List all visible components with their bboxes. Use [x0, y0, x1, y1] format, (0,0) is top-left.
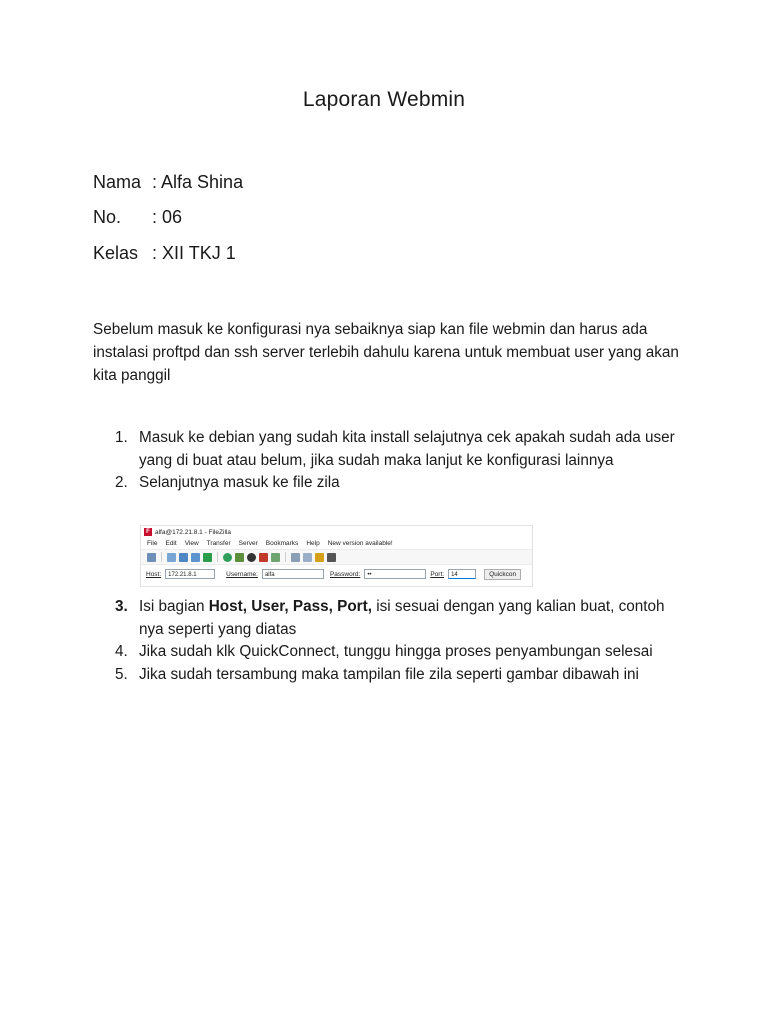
password-input[interactable]: ••: [364, 569, 426, 579]
host-label: Host:: [146, 570, 162, 578]
port-input[interactable]: 14: [448, 569, 476, 579]
document-title: Laporan Webmin: [302, 88, 466, 111]
host-input[interactable]: 172.21.8.1: [165, 569, 215, 579]
toolbar-divider: [285, 552, 286, 562]
compare-icon[interactable]: [303, 553, 312, 562]
toolbar-divider: [161, 552, 162, 562]
step-text-pre: Isi bagian: [139, 598, 209, 615]
intro-paragraph: Sebelum masuk ke konfigurasi nya sebaiknya siap kan file webmin dan harus ada instalasi proftpd dan ssh server terlebih dahulu karena untuk membuat user yang akan kita panggil: [93, 321, 679, 384]
fz-window-title: alfa@172.21.8.1 - FileZilla: [155, 528, 231, 536]
filezilla-logo-icon: F: [144, 528, 152, 536]
sync-browse-icon[interactable]: [315, 553, 324, 562]
no-label: No.: [93, 207, 122, 227]
fz-menubar: [141, 538, 532, 549]
info-nama: [93, 172, 243, 193]
kelas-label: Kelas: [93, 243, 139, 263]
list-item: [93, 596, 683, 641]
username-input[interactable]: alfa: [262, 569, 324, 579]
step-number: 4.: [115, 643, 128, 660]
info-no: [93, 207, 182, 228]
port-label: Port:: [430, 570, 445, 578]
nama-label: Nama: [93, 172, 142, 192]
step-number: 1.: [115, 429, 128, 446]
site-manager-icon[interactable]: [147, 553, 156, 562]
steps-list-top: [93, 427, 683, 495]
info-kelas: [93, 243, 236, 264]
fz-quickconnect-bar: [141, 565, 532, 583]
message-log-icon[interactable]: [167, 553, 176, 562]
step-text: Jika sudah klk QuickConnect, tunggu hingga proses penyambungan selesai: [139, 643, 653, 660]
fz-menu-new-version[interactable]: New version available!: [327, 540, 393, 547]
refresh-icon[interactable]: [223, 553, 232, 562]
transfer-queue-icon[interactable]: [203, 553, 212, 562]
list-item: [93, 664, 683, 687]
process-queue-icon[interactable]: [235, 553, 244, 562]
step-number: 2.: [115, 474, 128, 491]
binoculars-icon[interactable]: [327, 553, 336, 562]
toolbar-divider: [217, 552, 218, 562]
kelas-value: : XII TKJ 1: [152, 243, 236, 263]
fz-menu-edit[interactable]: Edit: [165, 540, 177, 547]
local-tree-icon[interactable]: [179, 553, 188, 562]
step-text-bold: Host, User, Pass, Port,: [208, 598, 372, 615]
list-item: [93, 472, 683, 495]
step-text: Masuk ke debian yang sudah kita install selajutnya cek apakah sudah ada user yang di buat atau belum, jika sudah maka lanjut ke konfigurasi lainnya: [139, 429, 675, 469]
username-label: Username:: [226, 570, 258, 578]
filezilla-screenshot: [140, 525, 533, 587]
step-number: 5.: [115, 665, 128, 683]
fz-menu-server[interactable]: Server: [238, 540, 258, 547]
step-text-post: isi sesuai dengan yang kalian buat, contoh nya seperti yang diatas: [139, 598, 665, 638]
nama-value: : Alfa Shina: [152, 172, 244, 192]
steps-list-bottom: [93, 596, 683, 686]
list-item: [93, 641, 683, 664]
list-item: [93, 427, 683, 472]
fz-titlebar: [141, 526, 532, 538]
fz-menu-view[interactable]: View: [184, 540, 199, 547]
fz-menu-bookmarks[interactable]: Bookmarks: [265, 540, 299, 547]
remote-tree-icon[interactable]: [191, 553, 200, 562]
fz-menu-transfer[interactable]: Transfer: [206, 540, 231, 547]
cancel-icon[interactable]: [247, 553, 256, 562]
filter-icon[interactable]: [291, 553, 300, 562]
no-value: : 06: [152, 207, 183, 227]
fz-menu-file[interactable]: File: [147, 540, 158, 547]
password-label: Password:: [329, 570, 361, 578]
fz-menu-help[interactable]: Help: [306, 540, 320, 547]
step-text: Selanjutnya masuk ke file zila: [139, 474, 340, 491]
reconnect-icon[interactable]: [271, 553, 280, 562]
quickconnect-button[interactable]: Quickcon: [484, 569, 521, 580]
step-number: 3.: [115, 598, 128, 615]
fz-toolbar: [141, 549, 532, 565]
disconnect-icon[interactable]: [259, 553, 268, 562]
step-text: Jika sudah tersambung maka tampilan file zila seperti gambar dibawah ini: [139, 665, 639, 683]
